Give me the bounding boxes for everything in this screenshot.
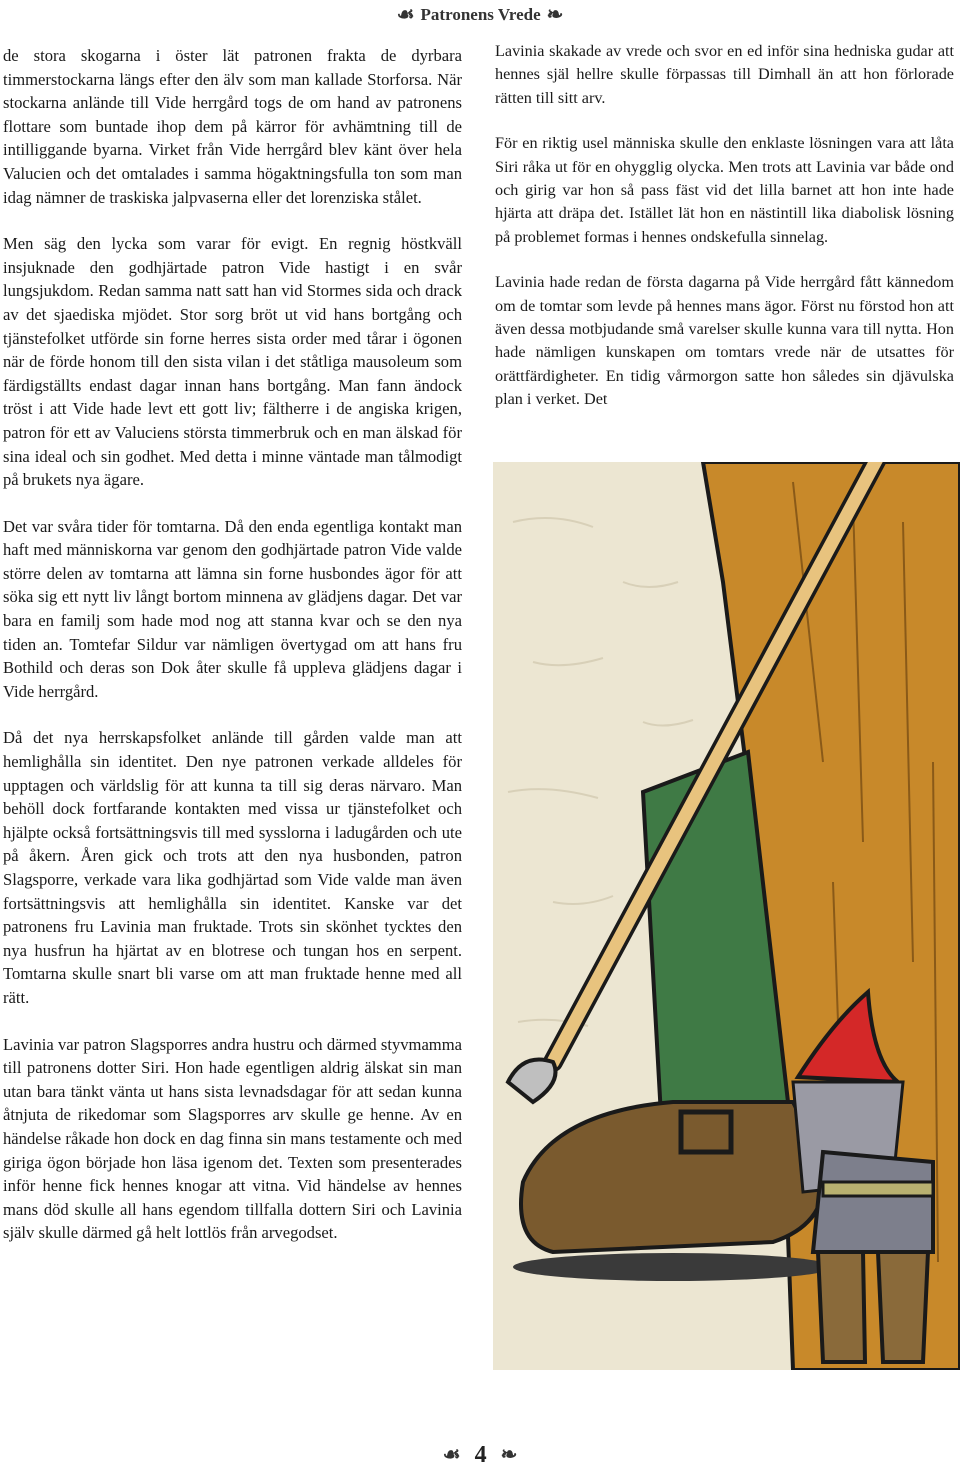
paragraph: de stora skogarna i öster lät patronen frakta de dyrbara timmerstockarna längs efter den älv som man kallade Storforsa. När stockarna anlände till Vide herrgård togs de om hand av patronens flottare som buntade ihop dem på kärror för avhämtning till de intilliggande byarna. Virket från Vide herrgård blev känt över hela Valucien och det omtalades i samma högaktningsfulla ton som man idag nämner de traskiska jalpvaserna eller det lorenziska stålet. xyxy=(3,46,462,207)
paragraph: Men säg den lycka som varar för evigt. En regnig höstkväll insjuknade den godhjärtade patron Vide hastigt i en svår lungsjukdom. Redan samma natt satt han vid Stormes sida och drack av det sjaediska mjödet. Stor sorg bröt ut vid hans bortgång och tjänstefolket utförde sin forne herres sista order med tårar i ögonen när de förde honom till den sista vilan i det ståtliga mausoleum som färdigställts endast dagar innan hans bortgång. Man fann ändock tröst i att Vide hade levt ett gott liv; fältherre i de angiska krigen, patron för ett av Valuciens största timmerbruk och en man älskad för sina ideal och sin godhet. Med detta i minne väntade man tålmodigt på brukets nya ägare. xyxy=(3,234,462,490)
footer-ornament-left-icon: ☙ xyxy=(442,1444,461,1466)
paragraph: Då det nya herrskapsfolket anlände till gården valde man att hemlighålla sin identitet. Den nye patronen verkade alldeles för upptagen och världslig för att kunna ta till sig deras närvaro. Man behöll dock fortfarande kontakten med vissa ur tjänstefolket och hjälpte också fortsättningsvis till med sysslorna i ladugården och ute på åkern. Åren gick och trots att den nya husbonden, patron Slagsporre, verkade vara lika godhjärtad som Vide valde man även fortsättningsvis att hemlighålla sin identitet. Kanske var det patronens fru Lavinia man fruktade. Trots sin skönhet tycktes den nya husfrun ha hjärtat av en blotrese och tungan hos en serpent. Tomtarna skulle snart bli varse om att man fruktade henne med all rätt. xyxy=(3,728,462,1007)
paragraph: För en riktig usel människa skulle den enklaste lösningen vara att låta Siri råka ut för en ohygglig olycka. Men trots att Lavinia var både ond och girig var hon så pass fäst vid det lilla barnet att hon inte hade hjärta att dräpa det. Istället lät hon en nästintill lika diabolisk lösning på problemet formas i hennes ondskefulla sinnelag. xyxy=(495,134,954,246)
ornament-right-icon: ❧ xyxy=(546,4,564,26)
shadow xyxy=(513,1253,833,1281)
page-number: 4 xyxy=(474,1441,487,1468)
paragraph: Det var svåra tider för tomtarna. Då den enda egentliga kontakt man haft med människorna var genom den godhjärtade patron Vide valde större delen av tomtarna att lämna sin forne husbondes ägor för att söka sig ett nytt liv långt bortom minnena av glädjens dagar. Det var bara en familj som hade mod nog att stanna kvar och se den nya tiden an. Tomtefar Sildur var nämligen övertygad om att hans fru Bothild och deras son Dok åter skulle få uppleva glädjens dagar i Vide herrgård. xyxy=(3,516,462,701)
running-header xyxy=(0,2,960,28)
gnome-belt xyxy=(823,1182,933,1196)
left-column xyxy=(3,44,462,1268)
paragraph: Lavinia var patron Slagsporres andra hustru och därmed styvmamma till patronens dotter Siri. Hon hade egentligen aldrig älskat sin man utan bara tänkt vänta ut hans sista levnadsdagar för att sedan kunna åtnjuta de rikedomar som Slagsporres arv skulle ge henne. Av en händelse råkade hon dock en dag finna sin mans testamente och med giriga ögon började hon läsa igenom det. Texten som presenterades inför henne fick hennes knogar att vitna. Vid händelse av hennes mans död skulle all hans egendom tillfalla dottern Siri och Lavinia själv skulle därmed gå helt lottlös från arvegodset. xyxy=(3,1034,462,1243)
gnome-body xyxy=(813,1152,933,1252)
ornament-left-icon: ☙ xyxy=(396,4,415,26)
paragraph: Lavinia skakade av vrede och svor en ed inför sina hedniska gudar att hennes själ hellre skulle förpassas till Dimhall än att hon förlorade rätten till sitt arv. xyxy=(495,42,954,107)
right-column xyxy=(495,40,954,434)
footer-ornament-right-icon: ❧ xyxy=(500,1444,518,1466)
page-footer xyxy=(0,1440,960,1470)
paragraph: Lavinia hade redan de första dagarna på Vide herrgård fått kännedom om de tomtar som levde på hennes mans ägor. Först nu förstod hon att även dessa motbjudande små varelser skulle kunna vara till nytta. Hon hade nämligen kunskapen om tomtars vrede när de utsattes för orättfärdigheter. En tidig vårmorgon satte hon således sin djävulska plan i verket. Det xyxy=(495,273,954,409)
gnome-illustration xyxy=(493,462,960,1370)
header-title: Patronens Vrede xyxy=(420,5,541,24)
